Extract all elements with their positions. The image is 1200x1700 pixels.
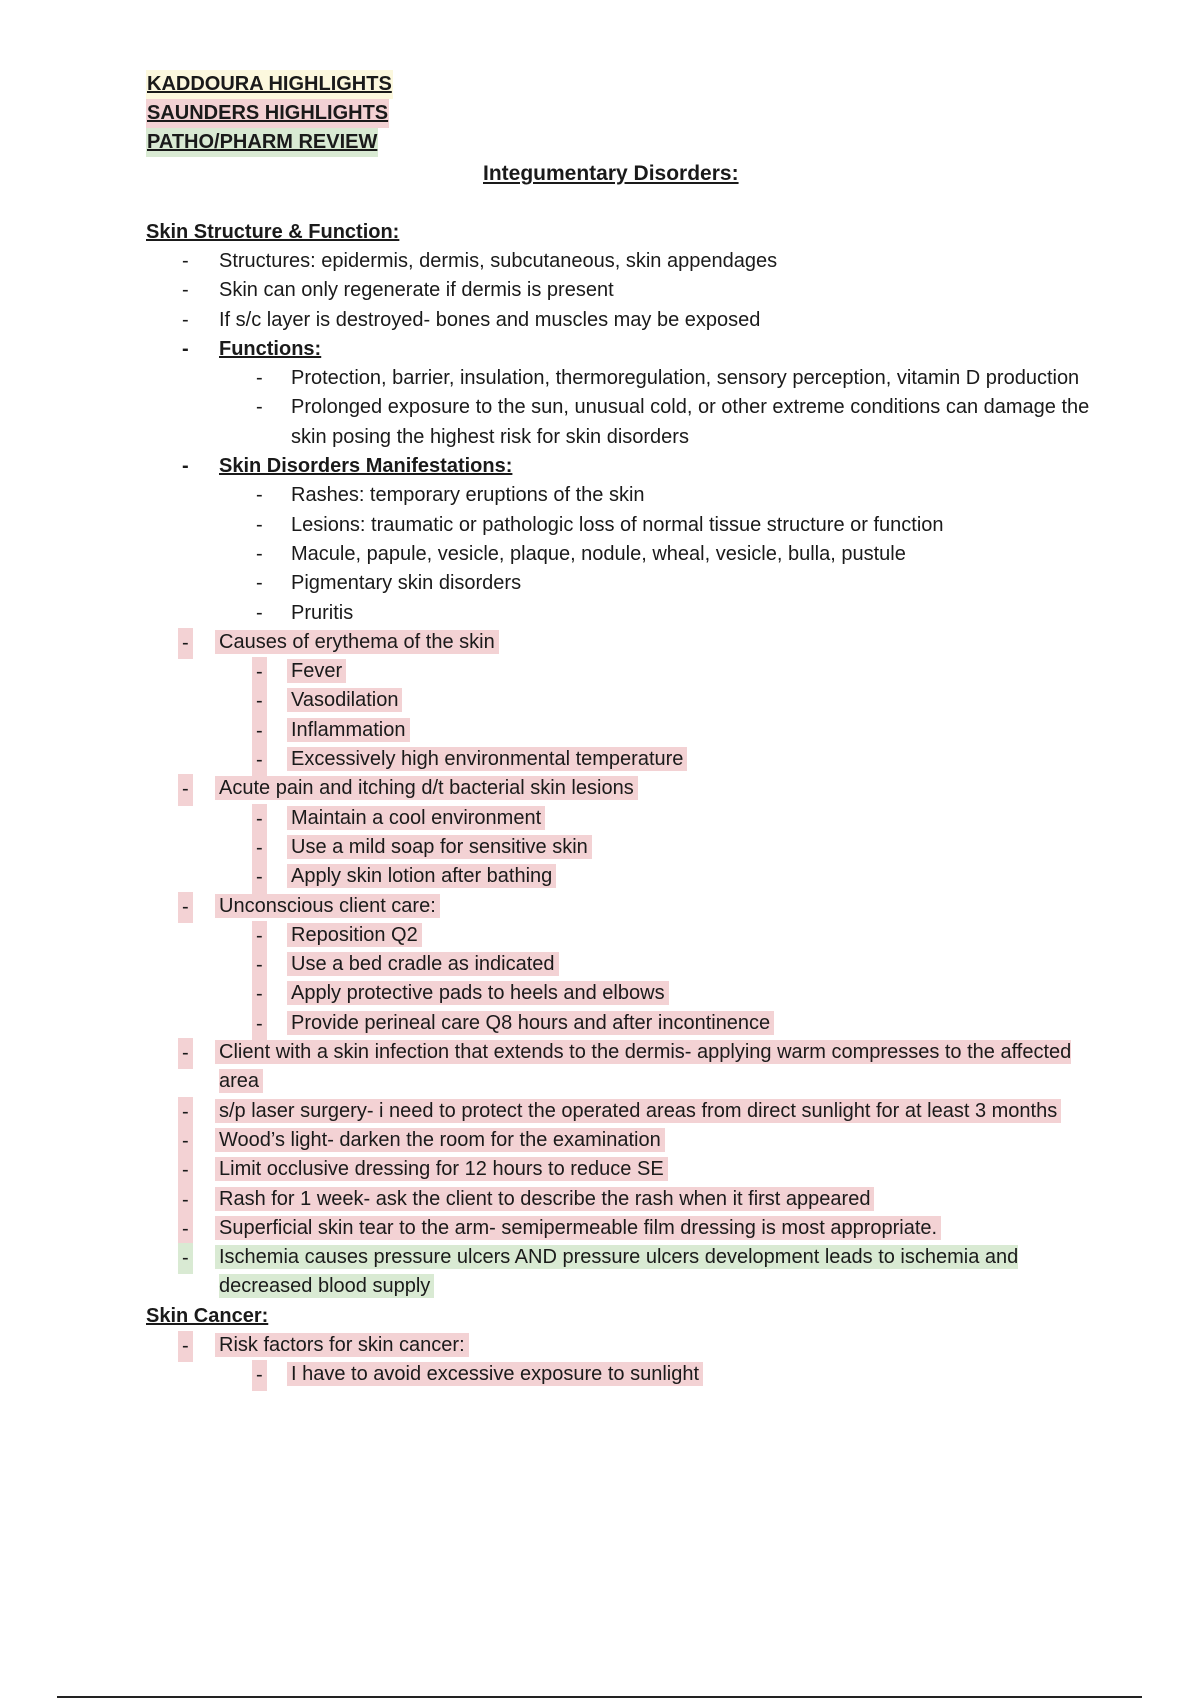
highlighted-item: - Limit occlusive dressing for 12 hours to reduce SE: [146, 1155, 1096, 1184]
list-item: - Rashes: temporary eruptions of the skin: [256, 484, 645, 507]
highlighted-item: - Apply skin lotion after bathing: [146, 862, 1096, 891]
list-item: - Prolonged exposure to the sun, unusual cold, or other extreme conditions can damage the skin posing the highest risk for skin disorders: [256, 396, 1090, 448]
highlighted-item: - Excessively high environmental temperature: [146, 745, 1096, 774]
list-item: - Structures: epidermis, dermis, subcutaneous, skin appendages: [182, 250, 778, 272]
list-item: - Skin can only regenerate if dermis is present: [182, 279, 614, 302]
page-divider: [57, 1696, 1142, 1698]
highlighted-item: - Apply protective pads to heels and elbows: [146, 979, 1096, 1008]
highlighted-item-pain: - Acute pain and itching d/t bacterial skin lesions: [146, 774, 1096, 803]
list-item: - Pruritis: [256, 601, 354, 624]
legend-saunders: SAUNDERS HIGHLIGHTS: [146, 99, 389, 128]
list-item: - Lesions: traumatic or pathologic loss of normal tissue structure or function: [256, 513, 944, 536]
legend-patho-pharm: PATHO/PHARM REVIEW: [146, 128, 378, 157]
list-item: - Protection, barrier, insulation, thermoregulation, sensory perception, vitamin D production: [256, 367, 1080, 390]
section-heading-skin-structure: Skin Structure & Function:: [146, 221, 400, 243]
list-item: - If s/c layer is destroyed- bones and muscles may be exposed: [182, 308, 761, 331]
highlighted-item: - Maintain a cool environment: [146, 804, 1096, 833]
highlight-legend: [146, 70, 393, 157]
highlighted-item: - Fever: [146, 657, 1096, 686]
highlighted-item-risk: - Risk factors for skin cancer:: [146, 1331, 1096, 1360]
highlighted-item-patho: - Ischemia causes pressure ulcers AND pressure ulcers development leads to ischemia and decreased blood supply: [146, 1243, 1096, 1302]
list-item: - Macule, papule, vesicle, plaque, nodule, wheal, vesicle, bulla, pustule: [256, 542, 906, 565]
highlighted-item: - Superficial skin tear to the arm- semipermeable film dressing is most appropriate.: [146, 1214, 1096, 1243]
notes-body: [146, 218, 1096, 1389]
subheading-manifestations: - Skin Disorders Manifestations:: [182, 455, 513, 478]
highlighted-item: - Wood’s light- darken the room for the examination: [146, 1126, 1096, 1155]
highlighted-item-erythema: - Causes of erythema of the skin: [146, 628, 1096, 657]
page-title: Integumentary Disorders:: [483, 162, 739, 185]
highlighted-item: - Client with a skin infection that extends to the dermis- applying warm compresses to the affected area: [146, 1038, 1096, 1097]
highlighted-item: - Inflammation: [146, 716, 1096, 745]
list-item: - Pigmentary skin disorders: [256, 572, 522, 595]
highlighted-item: - s/p laser surgery- i need to protect the operated areas from direct sunlight for at least 3 months: [146, 1097, 1096, 1126]
highlighted-item: - Use a mild soap for sensitive skin: [146, 833, 1096, 862]
highlighted-item: - Vasodilation: [146, 686, 1096, 715]
subheading-functions: - Functions:: [182, 337, 322, 360]
highlighted-item: - Rash for 1 week- ask the client to describe the rash when it first appeared: [146, 1185, 1096, 1214]
highlighted-item-unconscious: - Unconscious client care:: [146, 892, 1096, 921]
highlighted-item: - Use a bed cradle as indicated: [146, 950, 1096, 979]
section-heading-skin-cancer: Skin Cancer:: [146, 1304, 269, 1327]
legend-kaddoura: KADDOURA HIGHLIGHTS: [146, 70, 393, 99]
highlighted-item: - Reposition Q2: [146, 921, 1096, 950]
highlighted-item: - I have to avoid excessive exposure to sunlight: [146, 1360, 1096, 1389]
highlighted-item: - Provide perineal care Q8 hours and after incontinence: [146, 1009, 1096, 1038]
